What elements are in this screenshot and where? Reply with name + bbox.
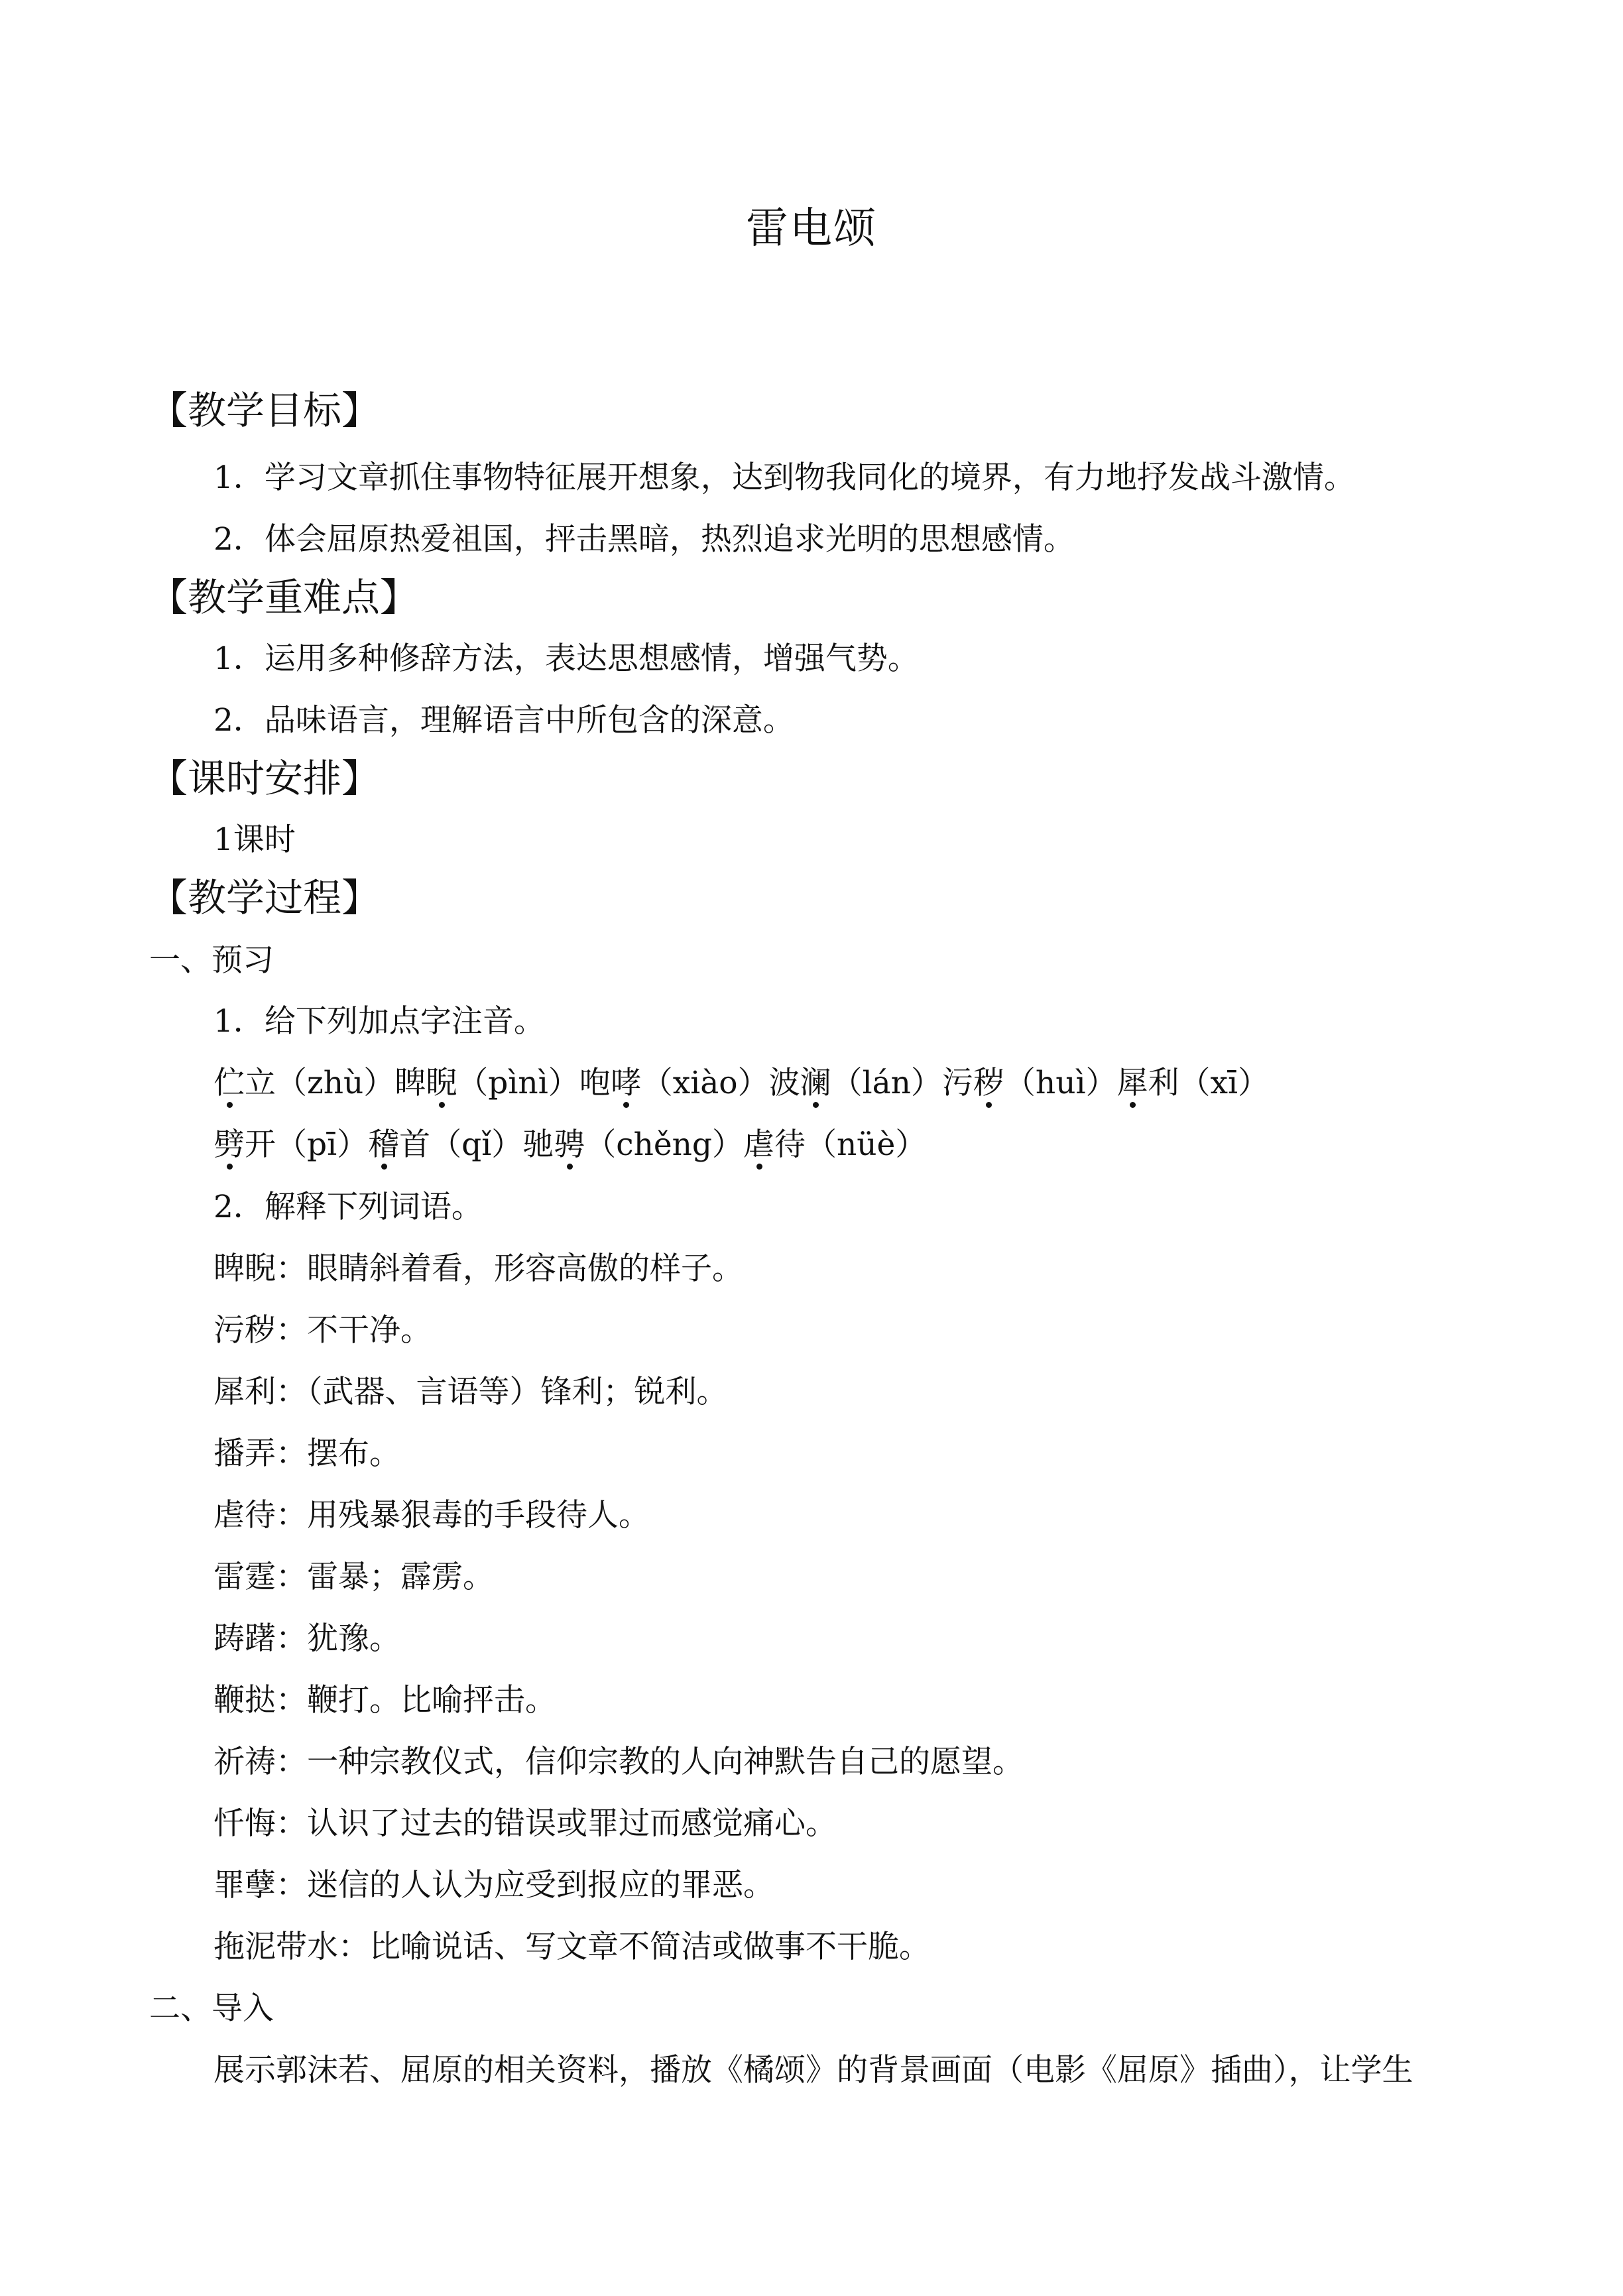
pinyin-item: [368, 1126, 522, 1163]
dotted-character: 虐: [743, 1126, 775, 1163]
pinyin-word-part: 咆: [579, 1065, 611, 1101]
definition-item: 罪孽：迷信的人认为应受到报应的罪恶。: [213, 1867, 774, 1903]
pinyin-item: [769, 1065, 942, 1101]
preview-heading: 一、预习: [149, 942, 274, 979]
dotted-character: 骋: [554, 1126, 585, 1163]
page-title: 雷电颂: [746, 204, 877, 253]
pinyin-word-part: （pìnì）: [457, 1065, 579, 1101]
pinyin-word-part: （xiào）: [641, 1065, 769, 1101]
preview-task-2: 2．解释下列词语。: [213, 1189, 483, 1225]
dotted-character: 秽: [973, 1065, 1004, 1101]
definition-item: 睥睨：眼睛斜着看，形容高傲的样子。: [213, 1250, 743, 1287]
pinyin-item: [942, 1065, 1117, 1101]
heading-key-points: 【教学重难点】: [149, 575, 419, 620]
definition-item: 污秽：不干净。: [213, 1312, 432, 1349]
objective-item-2: 2．体会屈原热爱祖国，抨击黑暗，热烈追求光明的思想感情。: [213, 521, 1075, 558]
dotted-character: 睨: [426, 1065, 457, 1101]
heading-objectives: 【教学目标】: [149, 388, 381, 433]
key-point-item-1: 1．运用多种修辞方法，表达思想感情，增强气势。: [213, 640, 919, 677]
definition-item: 拖泥带水：比喻说话、写文章不简洁或做事不干脆。: [213, 1929, 930, 1965]
definition-item: 踌躇：犹豫。: [213, 1620, 400, 1657]
dotted-character: 犀: [1116, 1065, 1148, 1101]
pinyin-item: [394, 1065, 579, 1101]
pinyin-line-1: [213, 1067, 1269, 1099]
pinyin-word-part: 利（xī）: [1148, 1065, 1270, 1101]
dotted-character: 劈: [213, 1126, 245, 1163]
dotted-character: 澜: [800, 1065, 831, 1101]
definition-item: 虐待：用残暴狠毒的手段待人。: [213, 1497, 650, 1534]
pinyin-word-part: （chěng）: [585, 1126, 744, 1163]
pinyin-item: [1117, 1065, 1270, 1101]
definition-item: 鞭挞：鞭打。比喻抨击。: [213, 1682, 556, 1719]
intro-text: 展示郭沫若、屈原的相关资料，播放《橘颂》的背景画面（电影《屈原》插曲），让学生: [213, 2052, 1413, 2088]
pinyin-word-part: 波: [768, 1065, 800, 1101]
dotted-character: 哮: [610, 1065, 642, 1101]
heading-process: 【教学过程】: [149, 875, 381, 920]
pinyin-word-part: 待（nüè）: [774, 1126, 927, 1163]
dotted-character: 稽: [368, 1126, 400, 1163]
pinyin-item: [522, 1126, 743, 1163]
dotted-character: 伫: [213, 1065, 245, 1101]
objective-item-1: 1．学习文章抓住事物特征展开想象，达到物我同化的境界，有力地抒发战斗激情。: [213, 459, 1355, 496]
definition-item: 犀利：（武器、言语等）锋利；锐利。: [213, 1374, 728, 1410]
definition-item: 雷霆：雷暴；霹雳。: [213, 1559, 494, 1595]
intro-heading: 二、导入: [149, 1990, 274, 2027]
schedule-text: 1课时: [213, 821, 296, 858]
definition-item: 祈祷：一种宗教仪式，信仰宗教的人向神默告自己的愿望。: [213, 1744, 1024, 1780]
pinyin-word-part: 首（qǐ）: [399, 1126, 523, 1163]
key-point-item-2: 2．品味语言，理解语言中所包含的深意。: [213, 702, 794, 739]
definition-item: 忏悔：认识了过去的错误或罪过而感觉痛心。: [213, 1805, 837, 1842]
pinyin-word-part: 睥: [394, 1065, 426, 1101]
preview-task-1: 1．给下列加点字注音。: [213, 1003, 545, 1040]
pinyin-word-part: （lán）: [831, 1065, 942, 1101]
pinyin-item: [213, 1126, 368, 1163]
pinyin-item: [213, 1065, 394, 1101]
definition-item: 播弄：摆布。: [213, 1435, 400, 1472]
pinyin-word-part: （huì）: [1004, 1065, 1117, 1101]
pinyin-word-part: 驰: [522, 1126, 554, 1163]
pinyin-word-part: 立（zhù）: [245, 1065, 395, 1101]
pinyin-word-part: 开（pī）: [245, 1126, 369, 1163]
pinyin-item: [743, 1126, 926, 1163]
pinyin-word-part: 污: [941, 1065, 973, 1101]
pinyin-item: [579, 1065, 769, 1101]
pinyin-line-2: [213, 1126, 927, 1163]
heading-schedule: 【课时安排】: [149, 756, 381, 801]
